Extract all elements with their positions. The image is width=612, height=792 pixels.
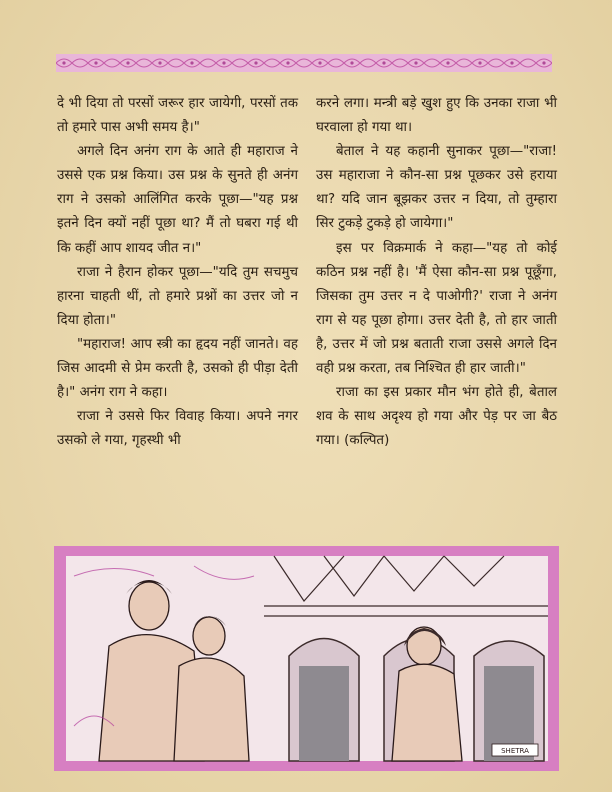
artist-signature: SHETRA: [501, 747, 529, 755]
paragraph: अगले दिन अनंग राग के आते ही महाराज ने उससे एक प्रश्न किया। उस प्रश्न के सुनते ही अनंग राग ने उसको आलिंगित करके पूछा—"यह प्रश्न इतने दिन क्यों नहीं पूछा था? मैं तो घबरा गई थी कि कहीं आप शायद जीत न।": [57, 144, 298, 256]
paragraph: करने लगा। मन्त्री बड़े खुश हुए कि उनका राजा भी घरवाला हो गया था।: [316, 96, 557, 136]
paragraph: बेताल ने यह कहानी सुनाकर पूछा—"राजा! उस महाराजा ने कौन-सा प्रश्न पूछकर उसे हराया था? यदि जान बूझकर उत्तर न दिया, तो तुम्हारा सिर टुकड़े टुकड़े हो जायेगा।": [316, 144, 557, 232]
paragraph: राजा का इस प्रकार मौन भंग होते ही, बेताल शव के साथ अदृश्य हो गया और पेड़ पर जा बैठ गया। (कल्पित): [316, 385, 557, 449]
right-column: [316, 92, 557, 453]
paragraph: इस पर विक्रमार्क ने कहा—"यह तो कोई कठिन प्रश्न नहीं है। 'मैं ऐसा कौन-सा प्रश्न पूछूँगा, जिसका तुम उत्तर न दे पाओगी?' राजा ने अनंग राग से यह पूछा होगा। उत्तर देती है, तो हार जाती है, उत्तर में जो प्रश्न बताती राजा उससे अगले दिन वही प्रश्न करता, तब निश्चित ही हार जाती।": [316, 240, 557, 377]
paragraph: राजा ने हैरान होकर पूछा—"यदि तुम सचमुच हारना चाहती थीं, तो हमारे प्रश्नों का उत्तर जो न दिया होता।": [57, 264, 298, 328]
decorative-border: [56, 52, 552, 74]
paragraph: "महाराज! आप स्त्री का हृदय नहीं जानते। वह जिस आदमी से प्रेम करती है, उसको ही पीड़ा देती है।" अनंग राग ने कहा।: [57, 336, 298, 401]
story-illustration: [54, 546, 559, 771]
paragraph: राजा ने उससे फिर विवाह किया। अपने नगर उसको ले गया, गृहस्थी भी: [57, 409, 298, 449]
left-column: [57, 92, 298, 453]
paragraph: दे भी दिया तो परसों जरूर हार जायेगी, परसों तक तो हमारे पास अभी समय है।": [57, 96, 298, 136]
